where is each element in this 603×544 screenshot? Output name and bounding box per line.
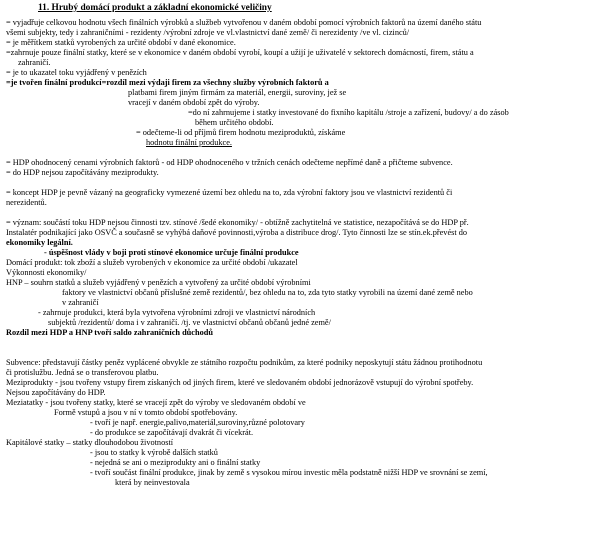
text-line: = je to ukazatel toku vyjádřený v penězích: [6, 68, 147, 77]
text-line: - zahrnuje produkci, která byla vytvořena výrobními zdroji ve vlastnictví národních: [38, 308, 316, 317]
text-line: platbami firem jiným firmám za materiál, energii, suroviny, jež se: [128, 88, 347, 97]
text-line: ekonomiky legální.: [6, 238, 73, 247]
text-line: HNP – souhrn statků a služeb vyjádřený v penězích a vytvořený za určité období výrobními: [6, 278, 311, 287]
text-line: Subvence: představují částky peněz vyplácené obvykle ze státního rozpočtu podnikům, za které podniky neposkytují státu žádnou protihodnotu: [6, 358, 483, 367]
text-line: Domácí produkt: tok zboží a služeb vyrobených v ekonomice za určité období /ukazatel: [6, 258, 298, 267]
text-line: = HDP ohodnocený cenami výrobních faktorů - od HDP ohodnoceného v tržních cenách odečteme nepřímé daně a přičteme subvence.: [6, 158, 453, 167]
text-line: Rozdíl mezi HDP a HNP tvoří saldo zahraničních důchodů: [6, 328, 213, 337]
text-line: = význam: součástí toku HDP nejsou činnosti tzv. stínové /šedé ekonomiky/ - obtížně zachytitelná ve statistice, nezapočítává se do HDP př.: [6, 218, 469, 227]
text-line: - do produkce se započítávají dvakrát či vícekrát.: [90, 428, 254, 437]
text-line: = vyjadřuje celkovou hodnotu všech finálních výrobků a službeb vytvořenou v daném období pomocí výrobních faktorů na území daného státu: [6, 18, 482, 27]
text-line: Výkonnosti ekonomiky/: [6, 268, 87, 277]
text-line: - tvoří součást finální produkce, jinak by země s vysokou mírou investic měla podstatně nižší HDP ve srovnání se zemí,: [90, 468, 488, 477]
text-line: subjektů /rezidentů/ doma i v zahraničí. /tj. ve vlastnictví občanů občanů jedné země/: [48, 318, 331, 327]
text-line: =je tvořen finální produkcí=rozdíl mezi výdaji firem za všechny služby výrobních faktorů a: [6, 78, 329, 87]
text-line: =zahrnuje pouze finální statky, které se v ekonomice v daném období vyrobí, koupí a užijí je uživatelé v sektorech domácností, firem, státu a: [6, 48, 474, 57]
text-line: - tvoří je např. energie,palivo,materiál,suroviny,různé polotovary: [90, 418, 305, 427]
text-line: nerezidentů.: [6, 198, 47, 207]
text-line: - jsou to statky k výrobě dalších statků: [90, 448, 218, 457]
text-line: = je měřítkem statků vyrobených za určité období v dané ekonomice.: [6, 38, 236, 47]
text-line: která by neinvestovala: [115, 478, 190, 487]
text-line: hodnotu finální produkce.: [146, 138, 232, 147]
text-line: či protislužbu. Jedná se o transferovou platbu.: [6, 368, 159, 377]
text-line: =do ní zahrnujeme i statky investované do fixního kapitálu /stroje a zařízení, budovy/ a do zásob: [188, 108, 509, 117]
text-line: = odečteme-li od příjmů firem hodnotu meziproduktů, získáme: [136, 128, 346, 137]
text-line: = koncept HDP je pevně vázaný na geograficky vymezené území bez ohledu na to, zda výrobní faktory jsou ve vlastnictví rezidentů či: [6, 188, 453, 197]
text-line: - úspěšnost vlády v boji proti stínové ekonomice určuje finální produkce: [44, 248, 299, 257]
text-line: Meziatatky - jsou tvořeny statky, které se vracejí zpět do výroby ve sledovaném období ve: [6, 398, 306, 407]
text-line: v zahraničí: [62, 298, 99, 307]
text-line: během určitého období.: [195, 118, 274, 127]
text-line: zahraničí.: [18, 58, 51, 67]
text-line: - nejedná se ani o meziprodukty ani o finální statky: [90, 458, 261, 467]
text-line: vracejí v daném období zpět do výroby.: [128, 98, 260, 107]
text-line: všemi subjekty, tedy i zahraničními - rezidenty /výrobní zdroje ve vl.vlastnictví dané země/ či nerezidenty /ve vl. cizinců/: [6, 28, 410, 37]
text-line: Nejsou započítávány do HDP.: [6, 388, 106, 397]
text-line: = do HDP nejsou započítávány meziprodukty.: [6, 168, 159, 177]
text-line: Formě vstupů a jsou v ní v tomto období spotřebovány.: [54, 408, 238, 417]
text-line: faktory ve vlastnictví občanů příslušné země rezidentů/, bez ohledu na to, zda tyto statky vyrobili na území dané země nebo: [62, 288, 473, 297]
text-line: Instalatér podnikající jako OSVČ a současně se vyhýbá daňové povinnosti,výroba a distribuce drog/. Tyto činnosti lze se stín.ek.převést do: [6, 228, 468, 237]
text-line: Kapitálové statky – statky dlouhodobou životností: [6, 438, 174, 447]
text-line: Meziprodukty - jsou tvořeny vstupy firem získaných od jiných firem, které ve sledovaném období jednorázově vstupují do výrobní spotřeby.: [6, 378, 474, 387]
page-title: 11. Hrubý domácí produkt a základní ekonomické veličiny: [38, 3, 272, 13]
